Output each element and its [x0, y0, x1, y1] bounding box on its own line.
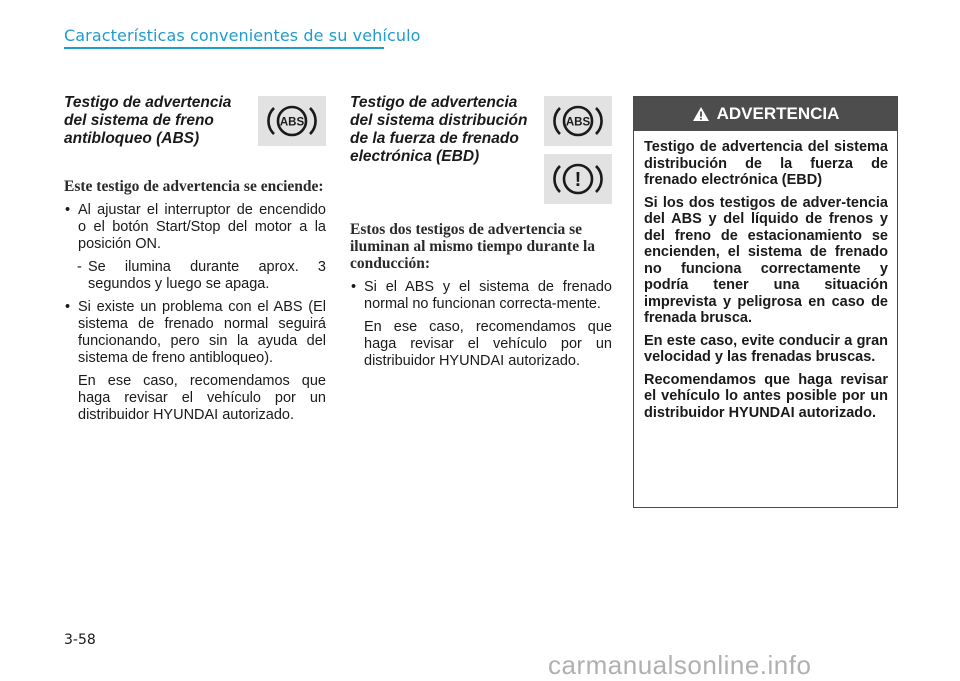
warning-header	[634, 97, 897, 131]
warning-box	[633, 96, 898, 508]
warning-paragraph-2: Si los dos testigos de adver-tencia del ABS y del líquido de frenos y del freno de estacionamiento se encienden, el sistema de frenado no funciona correctamente y podría tener una situación imprevista y peligrosa en caso de frenada brusca.	[644, 194, 888, 326]
abs-warning-icon	[544, 96, 612, 146]
abs-icon-text: ABS	[565, 116, 591, 129]
warning-paragraph-4: Recomendamos que haga revisar el vehículo lo antes posible por un distribuidor HYUNDAI autorizado.	[644, 371, 888, 421]
header-rule	[64, 47, 384, 49]
abs-bullet-2: Si existe un problema con el ABS (El sistema de frenado normal seguirá funcionando, pero sin la ayuda del sistema de freno antibloqueo).	[78, 299, 326, 366]
warning-paragraph-1: Testigo de advertencia del sistema distribución de la fuerza de frenado electrónica (EBD)	[644, 139, 888, 188]
list-item: • Si existe un problema con el ABS (El sistema de frenado normal seguirá funcionando, pero sin la ayuda del sistema de freno antibloqueo).	[65, 299, 326, 366]
abs-subhead: Este testigo de advertencia se enciende:	[64, 178, 324, 195]
brake-warning-icon	[544, 154, 612, 204]
warning-paragraph-3: En este caso, evite conducir a gran velocidad y las frenadas bruscas.	[644, 332, 888, 365]
ebd-bullet-1-paragraph: En ese caso, recomendamos que haga revisar el vehículo por un distribuidor HYUNDAI autorizado.	[364, 319, 612, 369]
section-header-title: Características convenientes de su vehículo	[64, 26, 421, 45]
watermark: carmanualsonline.info	[548, 650, 812, 680]
abs-warning-icon	[258, 96, 326, 146]
abs-bullet-2-paragraph: En ese caso, recomendamos que haga revisar el vehículo por un distribuidor HYUNDAI autorizado.	[78, 373, 326, 423]
abs-section-title: Testigo de advertencia del sistema de freno antibloqueo (ABS)	[64, 94, 232, 147]
ebd-section-title: Testigo de advertencia del sistema distribución de la fuerza de frenado electrónica (EBD)	[350, 94, 528, 165]
warning-body	[634, 131, 897, 421]
ebd-bullet-1: Si el ABS y el sistema de frenado normal no funcionan correcta-mente.	[364, 279, 612, 312]
list-item: • Si el ABS y el sistema de frenado normal no funcionan correcta-mente.	[351, 279, 612, 312]
abs-body	[64, 178, 326, 424]
abs-icon-text: ABS	[279, 116, 305, 129]
list-subitem: - Se ilumina durante aprox. 3 segundos y luego se apaga.	[77, 259, 326, 292]
ebd-subhead: Estos dos testigos de advertencia se iluminan al mismo tiempo durante la conducción:	[350, 221, 596, 272]
list-item: • Al ajustar el interruptor de encendido o el botón Start/Stop del motor a la posición ON.	[65, 202, 326, 252]
page-number: 3-58	[64, 632, 96, 648]
brake-icon-text: !	[574, 169, 582, 191]
warning-heading: ADVERTENCIA	[716, 104, 840, 123]
warning-triangle-icon	[692, 106, 710, 122]
ebd-body	[350, 221, 612, 370]
abs-bullet-1: Al ajustar el interruptor de encendido o el botón Start/Stop del motor a la posición ON.	[78, 202, 326, 252]
abs-bullet-1-sub: Se ilumina durante aprox. 3 segundos y luego se apaga.	[88, 259, 326, 292]
